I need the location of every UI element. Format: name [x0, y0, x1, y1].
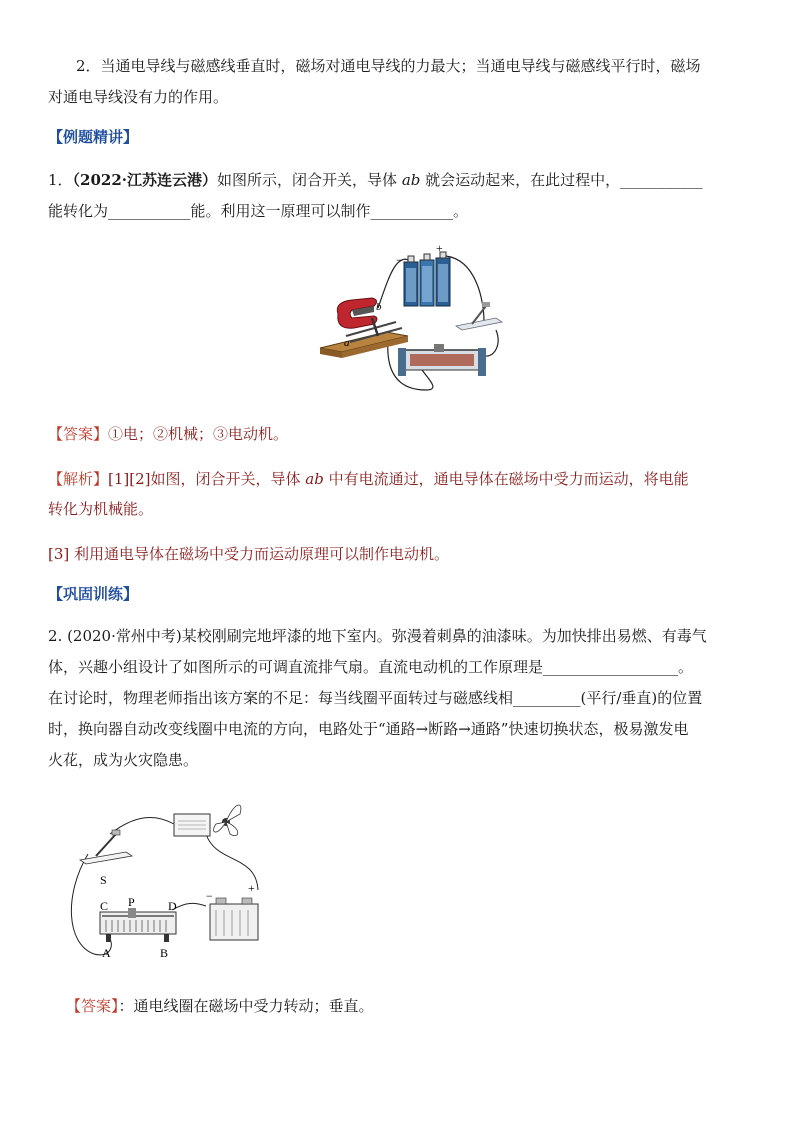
analysis-1-line-1 [48, 469, 689, 489]
conductor-label: ab [401, 171, 421, 189]
wire [172, 903, 206, 910]
label-b: b [376, 301, 382, 313]
wire [446, 256, 484, 322]
analysis-text: 中有电流通过，通电导体在磁场中受力而运动，将电能 [323, 470, 689, 488]
knife-switch [456, 302, 502, 330]
motor-fan [174, 805, 241, 836]
label-plus: + [436, 241, 443, 255]
label-P: P [128, 895, 135, 909]
question-1-line-2: 能转化为___________能。利用这一原理可以制作___________。 [48, 202, 469, 220]
label-a: a [344, 337, 350, 349]
answer-2 [66, 996, 374, 1016]
analysis-1-line-2: 转化为机械能。 [48, 500, 154, 518]
figure-fan-circuit [66, 794, 276, 964]
answer-1 [48, 424, 288, 444]
answer-tag: 【答案】 [48, 425, 109, 443]
section-heading-example: 【例题精讲】 [48, 128, 139, 146]
question-source: （2022·江苏连云港） [72, 171, 218, 189]
question-number: 1． [48, 171, 73, 189]
answer-text: ：通电线圈在磁场中受力转动；垂直。 [118, 997, 374, 1015]
question-2-line-1: 2. (2020·常州中考)某校刚刷完地坪漆的地下室内。弥漫着刺鼻的油漆味。为加快排出易燃、有毒气 [48, 627, 707, 645]
question-2-line-3: 在讨论时，物理老师指出该方案的不足：每当线圈平面转过与磁感线相_________(平行/垂直)的位置 [48, 689, 703, 707]
label-C: C [100, 899, 109, 913]
question-1-line-1 [48, 170, 703, 190]
intro-line-1: 2．当通电导线与磁感线垂直时，磁场对通电导线的力最大；当通电导线与磁感线平行时，磁场 [76, 57, 701, 75]
analysis-text: [1][2]如图，闭合开关，导体 [108, 470, 306, 488]
label-minus: − [206, 889, 213, 903]
answer-tag: 【答案】 [66, 997, 119, 1015]
rheostat [398, 344, 486, 376]
label-plus: + [248, 881, 255, 895]
battery-pack [404, 252, 450, 306]
analysis-conductor-label: ab [305, 470, 324, 488]
figure-motor-circuit [316, 240, 506, 395]
rheostat [100, 908, 176, 942]
label-S: S [100, 873, 107, 887]
battery [210, 898, 258, 940]
question-text: 如图所示，闭合开关，导体 [217, 171, 402, 189]
intro-line-2: 对通电导线没有力的作用。 [48, 88, 229, 106]
label-B: B [160, 946, 169, 960]
switch-S [80, 830, 132, 864]
label-A: A [102, 946, 111, 960]
answer-text: ①电；②机械；③电动机。 [108, 425, 289, 443]
question-2-line-4: 时，换向器自动改变线圈中电流的方向，电路处于“通路→断路→通路”快速切换状态，极易激发电 [48, 720, 689, 738]
wire [484, 330, 498, 356]
analysis-1-line-3: [3] 利用通电导体在磁场中受力而运动原理可以制作电动机。 [48, 545, 450, 563]
question-2-line-5: 火花，成为火灾隐患。 [48, 751, 199, 769]
analysis-tag: 【解析】 [48, 470, 109, 488]
question-2-line-2: 体，兴趣小组设计了如图所示的可调直流排气扇。直流电动机的工作原理是__________________。 [48, 658, 694, 676]
question-text-blank: 就会运动起来，在此过程中，___________ [420, 171, 703, 189]
label-D: D [168, 899, 177, 913]
section-heading-practice: 【巩固训练】 [48, 585, 139, 603]
label-minus: − [396, 253, 403, 267]
